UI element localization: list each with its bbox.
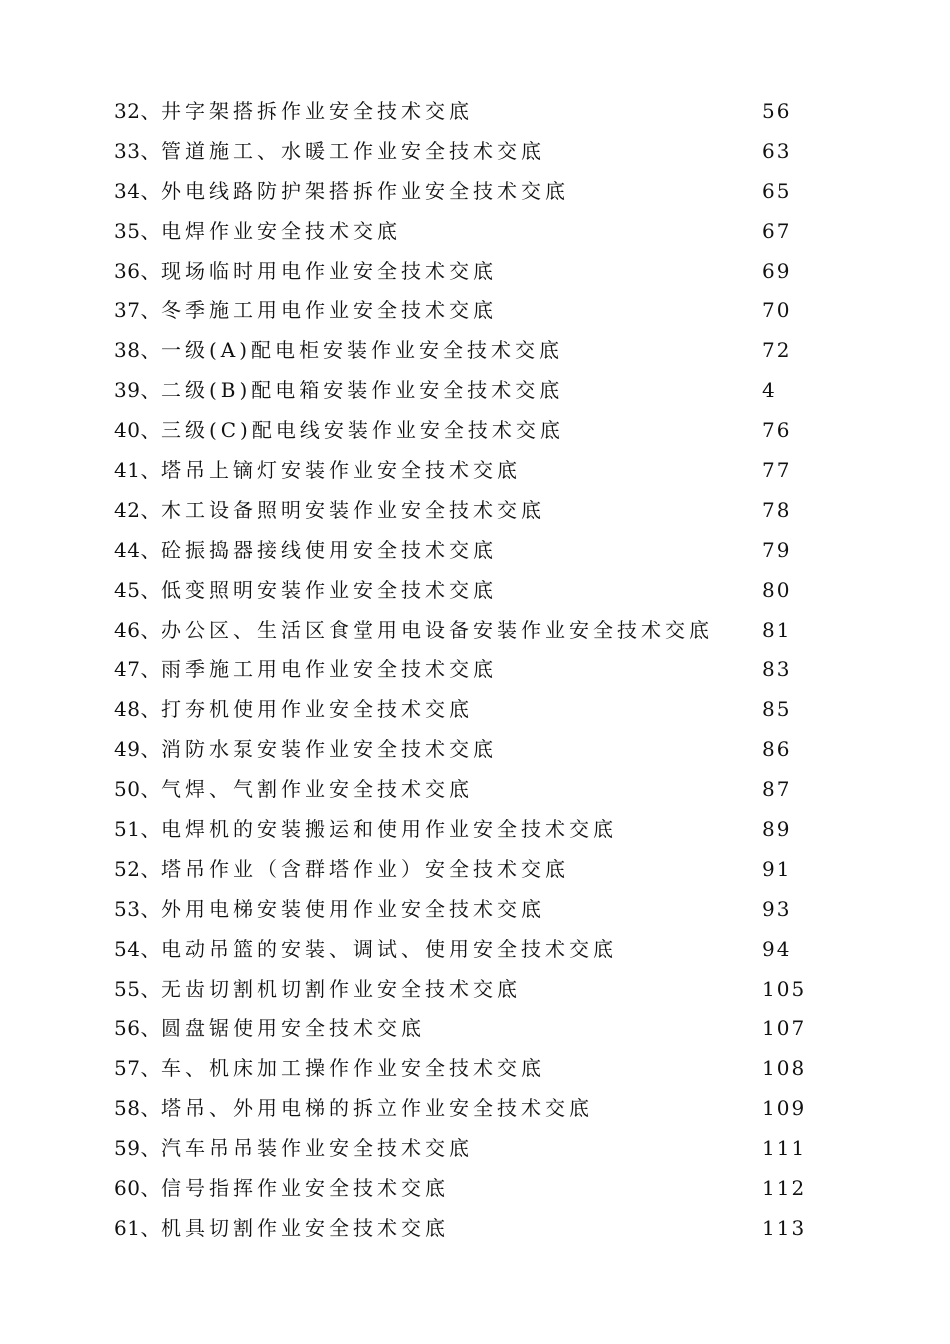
- entry-title: 冬季施工用电作业安全技术交底: [160, 298, 497, 323]
- entry-title: 低变照明安装作业安全技术交底: [160, 577, 497, 602]
- entry-page-number: 83: [762, 657, 792, 682]
- entry-title: 塔吊作业（含群塔作业）安全技术交底: [160, 856, 569, 881]
- entry-title: 木工设备照明安装作业安全技术交底: [160, 497, 545, 522]
- toc-entry: [114, 810, 814, 850]
- entry-number: 57、: [114, 1056, 161, 1081]
- toc-entry: [114, 930, 814, 970]
- toc-entry: [114, 1209, 814, 1249]
- toc-entry: [114, 650, 814, 690]
- entry-page-number: 67: [762, 218, 792, 243]
- toc-entry: [114, 890, 814, 930]
- entry-page-number: 70: [762, 298, 792, 323]
- entry-title: 现场临时用电作业安全技术交底: [160, 258, 497, 283]
- entry-page-number: 56: [762, 99, 792, 123]
- entry-number: 35、: [114, 218, 161, 243]
- entry-number: 44、: [114, 537, 161, 562]
- toc-entry: [114, 1089, 814, 1129]
- entry-page-number: 63: [762, 138, 792, 163]
- entry-page-number: 107: [762, 1016, 807, 1041]
- entry-title: 一级(A)配电柜安装作业安全技术交底: [160, 338, 564, 363]
- entry-page-number: 69: [762, 258, 792, 283]
- toc-entry: [114, 571, 814, 611]
- toc-entry: [114, 1169, 814, 1209]
- entry-page-number: 76: [762, 418, 792, 443]
- entry-title: 电焊机的安装搬运和使用作业安全技术交底: [160, 817, 617, 842]
- entry-page-number: 85: [762, 697, 792, 722]
- entry-page-number: 80: [762, 577, 792, 602]
- entry-number: 52、: [114, 856, 161, 881]
- entry-page-number: 93: [762, 896, 792, 921]
- entry-number: 46、: [114, 617, 161, 642]
- toc-entry: [114, 331, 814, 371]
- entry-page-number: 65: [762, 178, 792, 203]
- toc-entry: [114, 970, 814, 1010]
- entry-number: 37、: [114, 298, 161, 323]
- toc-entry: [114, 690, 814, 730]
- entry-title: 外电线路防护架搭拆作业安全技术交底: [160, 178, 569, 203]
- entry-title: 雨季施工用电作业安全技术交底: [160, 657, 497, 682]
- entry-number: 41、: [114, 458, 161, 483]
- entry-number: 38、: [114, 338, 161, 363]
- entry-number: 61、: [114, 1215, 161, 1240]
- entry-title: 二级(B)配电箱安装作业安全技术交底: [160, 378, 564, 403]
- entry-number: 36、: [114, 258, 161, 283]
- entry-page-number: 4: [762, 378, 777, 403]
- toc-entry: [114, 252, 814, 292]
- table-of-contents: [114, 92, 814, 1249]
- toc-entry: [114, 1049, 814, 1089]
- toc-entry: [114, 371, 814, 411]
- toc-entry: [114, 1009, 814, 1049]
- entry-title: 塔吊、外用电梯的拆立作业安全技术交底: [160, 1096, 593, 1121]
- entry-page-number: 89: [762, 817, 792, 842]
- entry-page-number: 108: [762, 1056, 807, 1081]
- entry-number: 58、: [114, 1096, 161, 1121]
- entry-number: 54、: [114, 936, 161, 961]
- toc-entry: [114, 212, 814, 252]
- entry-number: 47、: [114, 657, 161, 682]
- entry-number: 32、: [114, 99, 161, 123]
- entry-title: 信号指挥作业安全技术交底: [160, 1176, 449, 1201]
- entry-page-number: 81: [762, 617, 792, 642]
- entry-page-number: 87: [762, 777, 792, 802]
- toc-entry: [114, 132, 814, 172]
- entry-title: 井字架搭拆作业安全技术交底: [160, 99, 473, 123]
- entry-title: 消防水泵安装作业安全技术交底: [160, 737, 497, 762]
- toc-entry: [114, 770, 814, 810]
- entry-page-number: 78: [762, 497, 792, 522]
- toc-entry: [114, 291, 814, 331]
- toc-entry: [114, 451, 814, 491]
- toc-entry: [114, 92, 814, 132]
- entry-title: 气焊、气割作业安全技术交底: [160, 777, 473, 802]
- entry-title: 管道施工、水暖工作业安全技术交底: [160, 138, 545, 163]
- toc-entry: [114, 531, 814, 571]
- entry-title: 砼振捣器接线使用安全技术交底: [160, 537, 497, 562]
- toc-entry: [114, 411, 814, 451]
- entry-title: 三级(C)配电线安装作业安全技术交底: [160, 418, 564, 443]
- entry-number: 56、: [114, 1016, 161, 1041]
- entry-number: 45、: [114, 577, 161, 602]
- entry-number: 33、: [114, 138, 161, 163]
- entry-number: 51、: [114, 817, 161, 842]
- toc-entry: [114, 491, 814, 531]
- entry-number: 39、: [114, 378, 161, 403]
- entry-page-number: 77: [762, 458, 792, 483]
- entry-title: 塔吊上镝灯安装作业安全技术交底: [160, 458, 521, 483]
- entry-page-number: 86: [762, 737, 792, 762]
- entry-page-number: 94: [762, 936, 792, 961]
- entry-title: 办公区、生活区食堂用电设备安装作业安全技术交底: [160, 617, 713, 642]
- entry-number: 48、: [114, 697, 161, 722]
- entry-number: 59、: [114, 1136, 161, 1161]
- entry-page-number: 109: [762, 1096, 807, 1121]
- entry-title: 打夯机使用作业安全技术交底: [160, 697, 473, 722]
- entry-number: 50、: [114, 777, 161, 802]
- entry-title: 汽车吊吊装作业安全技术交底: [160, 1136, 473, 1161]
- entry-page-number: 91: [762, 856, 792, 881]
- entry-title: 无齿切割机切割作业安全技术交底: [160, 976, 521, 1001]
- entry-number: 40、: [114, 418, 161, 443]
- entry-number: 53、: [114, 896, 161, 921]
- toc-entry: [114, 730, 814, 770]
- toc-entry: [114, 850, 814, 890]
- entry-page-number: 105: [762, 976, 807, 1001]
- entry-page-number: 112: [762, 1176, 807, 1201]
- entry-title: 车、机床加工操作作业安全技术交底: [160, 1056, 545, 1081]
- entry-number: 49、: [114, 737, 161, 762]
- entry-page-number: 113: [762, 1215, 807, 1240]
- entry-number: 60、: [114, 1176, 161, 1201]
- entry-title: 电动吊篮的安装、调试、使用安全技术交底: [160, 936, 617, 961]
- entry-number: 34、: [114, 178, 161, 203]
- entry-page-number: 72: [762, 338, 792, 363]
- entry-title: 外用电梯安装使用作业安全技术交底: [160, 896, 545, 921]
- entry-title: 电焊作业安全技术交底: [160, 218, 401, 243]
- entry-page-number: 79: [762, 537, 792, 562]
- entry-number: 55、: [114, 976, 161, 1001]
- entry-title: 圆盘锯使用安全技术交底: [160, 1016, 425, 1041]
- entry-number: 42、: [114, 497, 161, 522]
- toc-entry: [114, 172, 814, 212]
- toc-entry: [114, 1129, 814, 1169]
- toc-entry: [114, 611, 814, 651]
- entry-title: 机具切割作业安全技术交底: [160, 1215, 449, 1240]
- entry-page-number: 111: [762, 1136, 807, 1161]
